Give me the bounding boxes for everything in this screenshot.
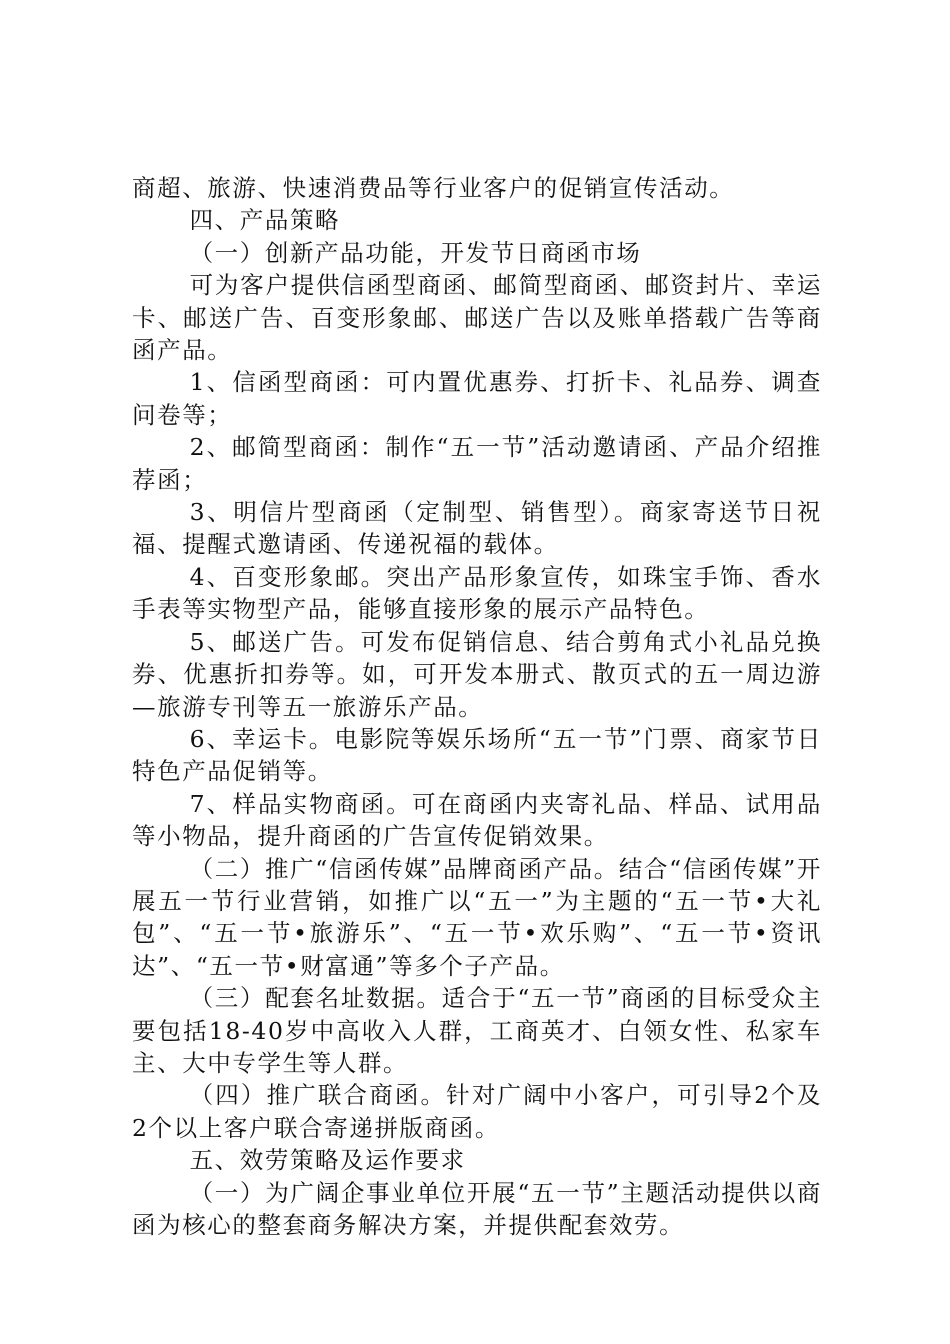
list-item-4: 4、百变形象邮。突出产品形象宣传，如珠宝手饰、香水手表等实物型产品，能够直接形象的展示产品特色。 [132,562,822,624]
paragraph-brand-promotion: （二）推广“信函传媒”品牌商函产品。结合“信函传媒”开展五一节行业营销，如推广以“五一”为主题的“五一节•大礼包”、“五一节•旅游乐”、“五一节•欢乐购”、“五一节•资讯达”、“五一节•财富通”等多个子产品。 [132,854,822,980]
paragraph-product-list: 可为客户提供信函型商函、邮简型商函、邮资封片、幸运卡、邮送广告、百变形象邮、邮送广告以及账单搭载广告等商函产品。 [132,271,822,365]
paragraph-service-solution: （一）为广阔企事业单位开展“五一节”主题活动提供以商函为核心的整套商务解决方案，并提供配套效劳。 [132,1178,822,1239]
paragraph-continuation: 商超、旅游、快速消费品等行业客户的促销宣传活动。 [132,174,735,202]
list-item-2: 2、邮简型商函：制作“五一节”活动邀请函、产品介绍推荐函； [132,433,822,494]
document-body [132,172,822,1241]
section-heading-service-strategy: 五、效劳策略及运作要求 [189,1146,466,1175]
list-item-6: 6、幸运卡。电影院等娱乐场所“五一节”门票、商家节日特色产品促销等。 [132,724,822,786]
list-item-5: 5、邮送广告。可发布促销信息、结合剪角式小礼品兑换券、优惠折扣券等。如，可开发本册式、散页式的五一周边游—旅游专刊等五一旅游乐产品。 [132,627,822,721]
subheading-innovate-product: （一）创新产品功能，开发节日商函市场 [189,238,642,267]
list-item-7: 7、样品实物商函。可在商函内夹寄礼品、样品、试用品等小物品，提升商函的广告宣传促销效果。 [132,789,822,851]
section-heading-product-strategy: 四、产品策略 [189,206,341,235]
list-item-1: 1、信函型商函：可内置优惠券、打折卡、礼品券、调查问卷等； [132,368,822,429]
list-item-3: 3、明信片型商函（定制型、销售型）。商家寄送节日祝福、提醒式邀请函、传递祝福的载体。 [132,498,822,559]
paragraph-joint-mail: （四）推广联合商函。针对广阔中小客户，可引导2个及2个以上客户联合寄递拼版商函。 [132,1081,822,1142]
paragraph-address-data: （三）配套名址数据。适合于“五一节”商函的目标受众主要包括18-40岁中高收入人群，工商英才、白领女性、私家车主、大中专学生等人群。 [132,984,822,1077]
